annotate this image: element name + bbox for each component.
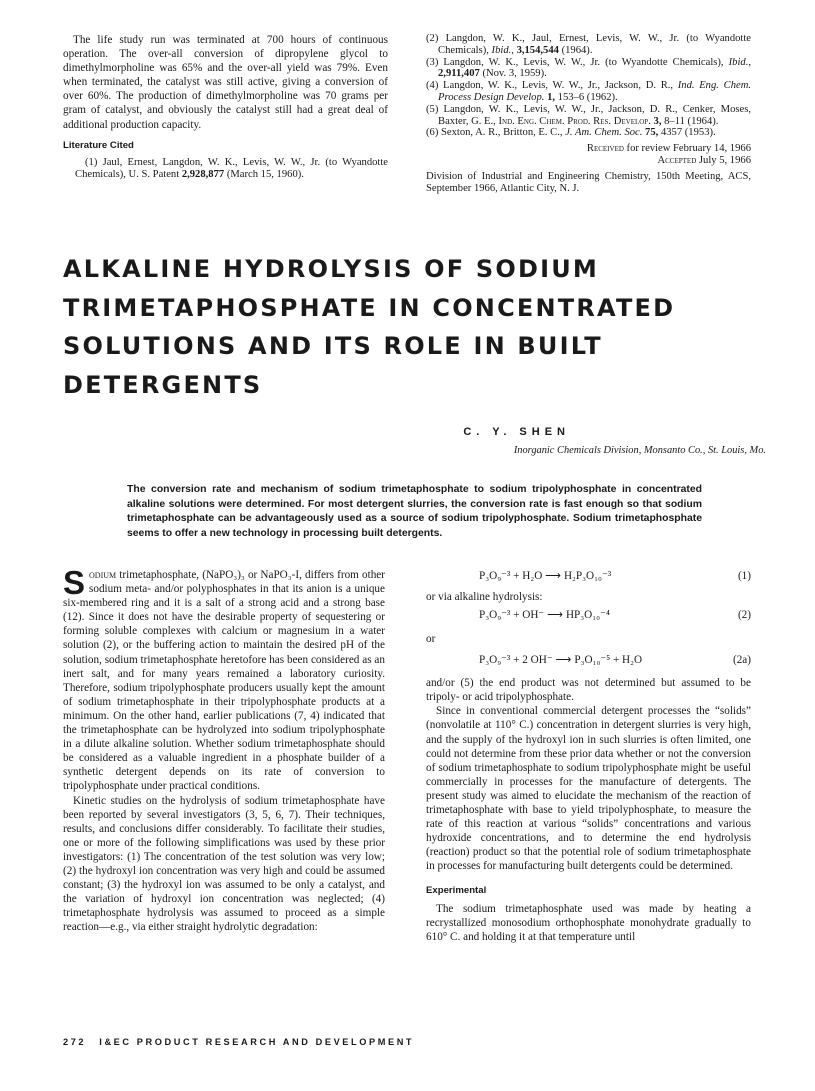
- equation-1: P₃O₉⁻³ + H₂O ⟶ H₂P₃O₁₀⁻³ (1): [479, 570, 751, 582]
- reference-2: (2) Langdon, W. K., Jaul, Ernest, Levis, W. W., Jr. (to Wyandotte Chemicals), Ibid., 3,154,544 (1964).: [426, 33, 751, 56]
- reference-3: (3) Langdon, W. K., Levis, W. W., Jr. (to Wyandotte Chemicals), Ibid., 2,911,407 (Nov. 3, 1959).: [426, 56, 751, 80]
- reference-1: (1) Jaul, Ernest, Langdon, W. K., Levis, W. W., Jr. (to Wyandotte Chemicals), U. S. Patent 2,928,877 (March 15, 1960).: [75, 156, 388, 180]
- reference-list-left: [63, 157, 388, 181]
- intro-paragraph: Sodium trimetaphosphate, (NaPO₃)₃ or NaPO₃-I, differs from other sodium meta- and/or polyphosphates in that its anion is a unique six-membered ring and it is a salt of a strong acid and a strong base (12). Since it does not have the desirable property of sequestering or forming soluble complexes with calcium or magnesium in a water solution (2), or the buffering action to maintain the desired pH of the solution, sodium trimetaphosphate heretofore has been considered as an inert salt, and for many years remained a laboratory curiosity. Therefore, sodium tripolyphosphate producers usually kept the amount of sodium trimetaphosphate in their tripolyphosphate products at a minimum. On the other hand, earlier publications (7, 4) indicated that the trimetaphosphate can be hydrolyzed into sodium tripolyphosphate in a dilute alkaline solution. Whether sodium trimetaphosphate should be considered as a valuable ingredient in a phosphate builder of a synthetic detergent depends on its rate of conversion to tripolyphosphate under practical conditions.: [63, 564, 385, 793]
- received-date: Received for review February 14, 1966: [586, 143, 751, 155]
- article-title: [63, 250, 763, 404]
- andor-paragraph: and/or (5) the end product was not determined but assumed to be tripoly- or acid tripolyphosphate.: [426, 677, 751, 704]
- kinetics-paragraph: Kinetic studies on the hydrolysis of sodium trimetaphosphate have been reported by several investigators (3, 5, 6, 7). Their techniques, results, and conclusions differ considerably. To facilitate their studies, one or more of the following simplifications was used by these prior investigators: (1) The concentration of the test solution was very low; (2) the hydroxyl ion concentration was very high and could be assumed constant; (3) the hydroxyl ion was assumed to be only a catalyst, and the variation of hydroxyl ion concentration was neglected; (4) trimetaphosphate hydrolysis was assumed to proceed as a simple reaction—e.g., via either straight hydrolytic degradation:: [63, 794, 385, 934]
- reference-4: (4) Langdon, W. K., Levis, W. W., Jr., Jackson, D. R., Ind. Eng. Chem. Process Design Develop. 1, 153–6 (1962).: [426, 80, 751, 103]
- or-text: or: [426, 633, 436, 646]
- top-left-column: [63, 33, 388, 180]
- experimental-heading: Experimental: [426, 884, 487, 896]
- reference-5: (5) Langdon, W. K., Levis, W. W., Jr., Jackson, D. R., Cenker, Moses, Baxter, G. E., Ind. Eng. Chem. Prod. Res. Develop. 3, 8–11 (1964).: [426, 103, 751, 127]
- meeting-note: Division of Industrial and Engineering Chemistry, 150th Meeting, ACS, September 1966, Atlantic City, N. J.: [426, 171, 751, 195]
- journal-name: I&EC PRODUCT RESEARCH AND DEVELOPMENT: [99, 1037, 415, 1047]
- title-line: ALKALINE HYDROLYSIS OF SODIUM: [63, 255, 600, 283]
- title-line: TRIMETAPHOSPHATE IN CONCENTRATED: [63, 293, 676, 322]
- author-affiliation: Inorganic Chemicals Division, Monsanto Co., St. Louis, Mo.: [513, 445, 766, 456]
- experimental-paragraph: The sodium trimetaphosphate used was made by heating a recrystallized monosodium orthophosphate monohydrate gradually to 610° C. and holding it at that temperature until: [426, 902, 751, 943]
- accepted-date: Accepted July 5, 1966: [657, 155, 751, 167]
- equation-2: P₃O₉⁻³ + OH⁻ ⟶ HP₃O₁₀⁻⁴ (2): [479, 609, 751, 622]
- continued-paragraph: The life study run was terminated at 700 hours of continuous operation. The over-all conversion of dipropylene glycol to dimethylmorpholine was 65% and the over-all yield was 79%. Even when terminated, the catalyst was still active, giving a conversion of over 60%. The production of dimethylmorpholine was 70 grams per gram of catalyst, and obviously the catalyst still had a great deal of additional production capacity.: [63, 34, 388, 131]
- title-line: SOLUTIONS AND ITS ROLE IN BUILT: [63, 332, 603, 360]
- equation-2a: P₃O₉⁻³ + 2 OH⁻ ⟶ P₃O₁₀⁻⁵ + H₂O (2a): [479, 654, 751, 667]
- top-right-column: [426, 33, 751, 195]
- drop-cap: S: [63, 564, 86, 601]
- abstract: The conversion rate and mechanism of sodium trimetaphosphate to sodium tripolyphosphate in concentrated alkaline solutions were determined. For most detergent slurries, the conversion rate is fast enough so that sodium trimetaphosphate can be advantageously used as a source of sodium tripolyphosphate. Sodium trimetaphosphate seems to offer a new technology in processing built detergents.: [127, 484, 702, 539]
- since-paragraph: Since in conventional commercial detergent processes the “solids” (nonvolatile at 110° C.) concentration in detergent slurries is very high, and the supply of the hydroxyl ion in such slurries is often limited, one could not determine from these prior data whether or not the conversion of sodium trimetaphosphate to sodium tripolyphosphate might be useful commercially in processes for the manufacture of detergents. The present study was aimed to elucidate the mechanism of the reaction of trimetaphosphate with base to yield tripolyphosphate, to measure the rate of this reaction at various “solids” concentrations and various hydroxide concentrations, and to determine the end hydrolysis (reaction) product so that the potential role of sodium trimetaphosphate in processes for manufacturing built detergents could be determined.: [426, 705, 751, 873]
- via-alkaline-text: or via alkaline hydrolysis:: [426, 591, 543, 603]
- page-footer: [63, 1037, 414, 1047]
- author-name: C. Y. SHEN: [463, 426, 570, 438]
- page-number: 272: [63, 1037, 87, 1047]
- reference-6: (6) Sexton, A. R., Britton, E. C., J. Am. Chem. Soc. 75, 4357 (1953).: [426, 127, 716, 139]
- body-left-column: [63, 564, 385, 934]
- title-line: DETERGENTS: [63, 370, 263, 399]
- body-right-column: [426, 568, 751, 988]
- literature-cited-heading: Literature Cited: [63, 139, 134, 151]
